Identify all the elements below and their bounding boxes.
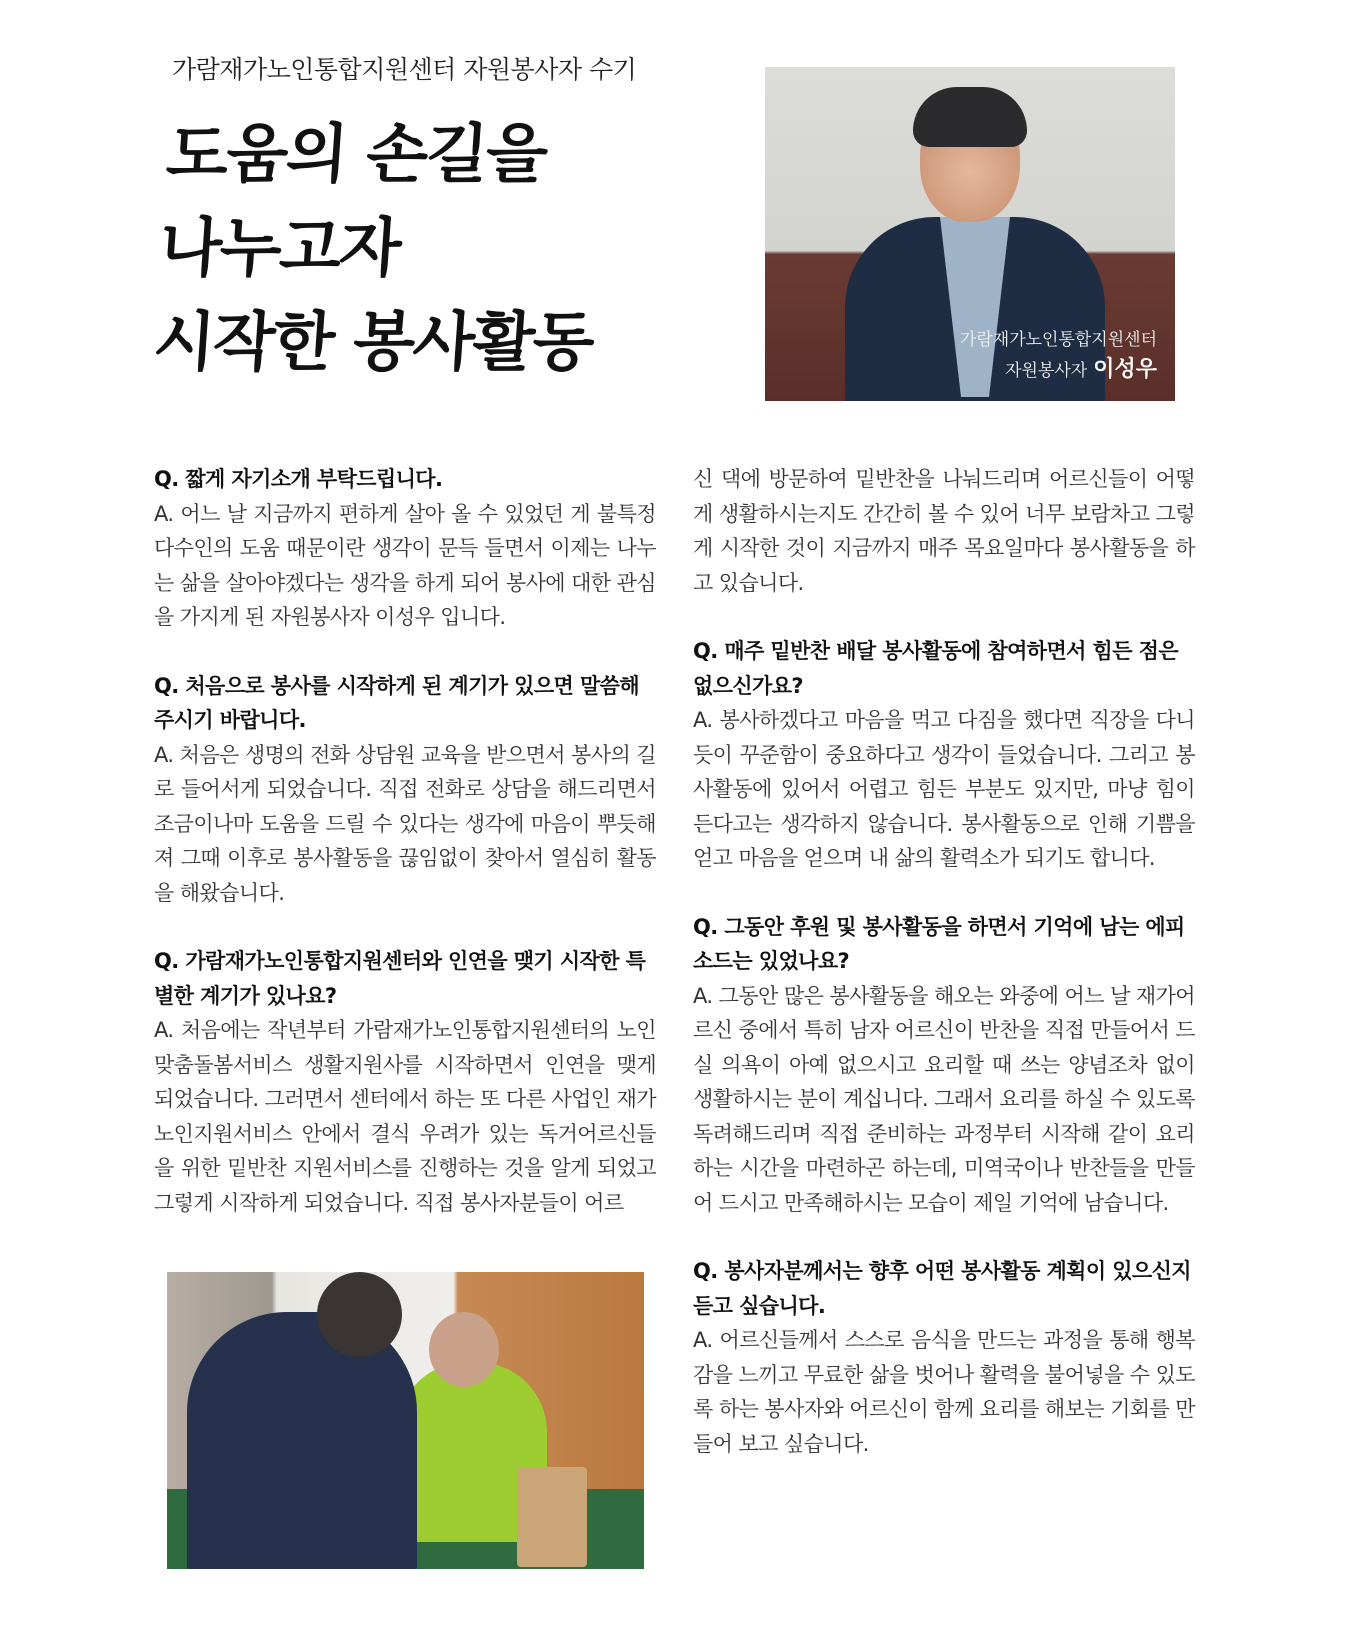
answer: A. 어르신들께서 스스로 음식을 만드는 과정을 통해 행복감을 느끼고 무료한 삶을 벗어나 활력을 불어넣을 수 있도록 하는 봉사자와 어르신이 함께 요리를 해보는 기회를 만들어 보고 싶습니다. xyxy=(693,1328,1195,1456)
question: Q. 매주 밑반찬 배달 봉사활동에 참여하면서 힘든 점은 없으신가요? xyxy=(693,639,1179,698)
question: Q. 그동안 후원 및 봉사활동을 하면서 기억에 남는 에피소드는 있었나요? xyxy=(693,914,1185,973)
qa-item xyxy=(154,944,656,1220)
photo-volunteer-figure xyxy=(187,1312,417,1569)
qa-item xyxy=(693,910,1195,1221)
portrait-caption-org: 가람재가노인통합지원센터 xyxy=(959,330,1157,350)
portrait-caption-role: 자원봉사자 xyxy=(1005,361,1088,381)
title-line-2: 나누고자 xyxy=(157,212,402,286)
volunteer-delivery-photo xyxy=(167,1272,644,1569)
title-line-3: 시작한 봉사활동 xyxy=(150,306,596,380)
right-column xyxy=(693,462,1195,1495)
left-column xyxy=(154,462,656,1254)
question: Q. 봉사자분께서는 향후 어떤 봉사활동 계획이 있으신지 듣고 싶습니다. xyxy=(693,1259,1191,1318)
answer: A. 봉사하겠다고 마음을 먹고 다짐을 했다면 직장을 다니듯이 꾸준함이 중요하다고 생각이 들었습니다. 그리고 봉사활동에 있어서 어렵고 힘든 부분도 있지만, 마냥 힘이 든다고는 생각하지 않습니다. 봉사활동으로 인해 기쁨을 얻고 마음을 얻으며 내 삶의 활력소가 되기도 합니다. xyxy=(693,708,1195,870)
article-subtitle: 가람재가노인통합지원센터 자원봉사자 수기 xyxy=(172,55,637,84)
question: Q. 가람재가노인통합지원센터와 인연을 맺기 시작한 특별한 계기가 있나요? xyxy=(154,949,646,1008)
qa-item xyxy=(693,462,1195,600)
qa-item xyxy=(693,1254,1195,1461)
answer: A. 처음에는 작년부터 가람재가노인통합지원센터의 노인맞춤돌봄서비스 생활지원사를 시작하면서 인연을 맺게 되었습니다. 그러면서 센터에서 하는 또 다른 사업인 재가노인지원서비스 안에서 결식 우려가 있는 독거어르신들을 위한 밑반찬 지원서비스를 진행하는 것을 알게 되었고 그렇게 시작하게 되었습니다. 직접 봉사자분들이 어르 xyxy=(154,1018,656,1215)
answer: A. 그동안 많은 봉사활동을 해오는 와중에 어느 날 재가어르신 중에서 특히 남자 어르신이 반찬을 직접 만들어서 드실 의욕이 아예 없으시고 요리할 때 쓰는 양념조차 없이 생활하시는 분이 계십니다. 그래서 요리를 하실 수 있도록 독려해드리며 직접 준비하는 과정부터 시작해 같이 요리하는 시간을 마련하곤 하는데, 미역국이나 반찬들을 만들어 드시고 만족해하시는 모습이 제일 기억에 남습니다. xyxy=(693,983,1195,1215)
portrait-figure-hair xyxy=(913,87,1027,147)
photo-paper-bag xyxy=(517,1467,587,1567)
qa-item xyxy=(693,634,1195,876)
photo-volunteer-head xyxy=(317,1272,402,1357)
article-title xyxy=(150,108,730,390)
portrait-caption-name: 이성우 xyxy=(1093,357,1157,382)
photo-elder-head xyxy=(429,1312,499,1387)
question: Q. 처음으로 봉사를 시작하게 된 계기가 있으면 말씀해주시기 바랍니다. xyxy=(154,673,640,732)
qa-item xyxy=(154,669,656,911)
answer: A. 어느 날 지금까지 편하게 살아 올 수 있었던 게 불특정 다수인의 도움 때문이란 생각이 문득 들면서 이제는 나누는 삶을 살아야겠다는 생각을 하게 되어 봉사에 대한 관심을 가지게 된 자원봉사자 이성우 입니다. xyxy=(154,501,656,629)
portrait-caption-role-name xyxy=(1005,352,1157,383)
qa-item xyxy=(154,462,656,635)
volunteer-portrait-photo xyxy=(765,67,1175,401)
question: Q. 짧게 자기소개 부탁드립니다. xyxy=(154,467,443,491)
title-line-1: 도움의 손길을 xyxy=(163,118,549,192)
answer: A. 처음은 생명의 전화 상담원 교육을 받으면서 봉사의 길로 들어서게 되었습니다. 직접 전화로 상담을 해드리면서 조금이나마 도움을 드릴 수 있다는 생각에 마음이 뿌듯해져 그때 이후로 봉사활동을 끊임없이 찾아서 열심히 활동을 해왔습니다. xyxy=(154,742,656,905)
answer-continued: 신 댁에 방문하여 밑반찬을 나눠드리며 어르신들이 어떻게 생활하시는지도 간간히 볼 수 있어 너무 보람차고 그렇게 시작한 것이 지금까지 매주 목요일마다 봉사활동을 하고 있습니다. xyxy=(693,467,1195,595)
